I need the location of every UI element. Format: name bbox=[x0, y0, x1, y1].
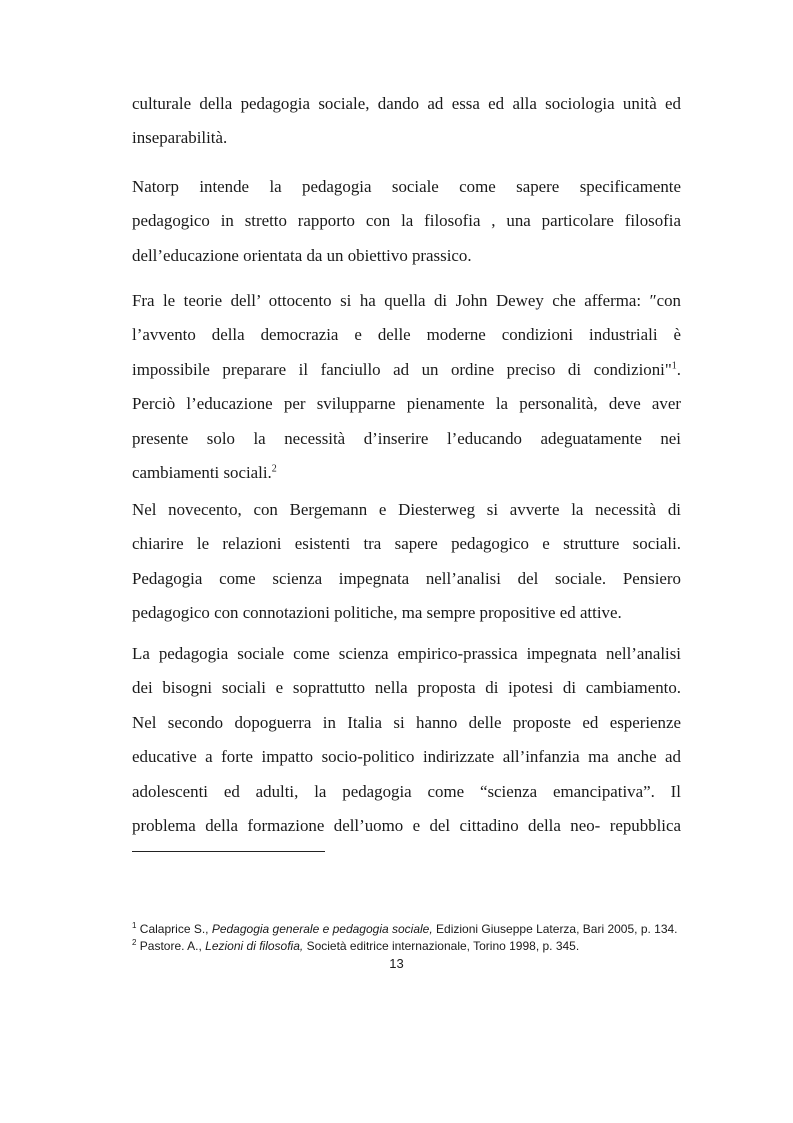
paragraph-3 bbox=[132, 284, 681, 490]
text-line: Perciò l’educazione per svilupparne pienamente la personalità, deve aver bbox=[132, 394, 681, 414]
text-segment: . bbox=[676, 359, 681, 379]
text-line: presente solo la necessità d’inserire l’educando adeguatamente nei bbox=[132, 428, 681, 448]
footnote-ref-1: 1 bbox=[671, 360, 677, 372]
text-line: dell’educazione orientata da un obiettivo prassico. bbox=[132, 245, 472, 265]
text-segment: impossibile preparare il fanciullo ad un ordine preciso di condizioni" bbox=[132, 359, 672, 379]
footnote-number: 2 bbox=[132, 938, 137, 947]
footnote-title: Pedagogia generale e pedagogia sociale, bbox=[211, 922, 433, 936]
text-line: problema della formazione dell’uomo e del cittadino della neo- repubblica bbox=[132, 815, 681, 835]
text-line-with-footnote-ref bbox=[132, 456, 681, 490]
text-line: dei bisogni sociali e soprattutto nella proposta di ipotesi di cambiamento. bbox=[132, 678, 681, 698]
footnote-publication: Società editrice internazionale, Torino 1998, p. 345. bbox=[303, 939, 580, 953]
text-line: Natorp intende la pedagogia sociale come sapere specificamente bbox=[132, 177, 681, 196]
footnote-number: 1 bbox=[132, 921, 137, 930]
footnote-separator bbox=[132, 851, 325, 852]
footnote-2 bbox=[132, 938, 692, 955]
text-line: chiarire le relazioni esistenti tra sapere pedagogico e strutture sociali. bbox=[132, 534, 681, 554]
footnote-author: Calaprice S., bbox=[139, 922, 212, 936]
text-line: inseparabilità. bbox=[132, 128, 228, 148]
text-line-with-footnote-ref bbox=[132, 353, 681, 387]
footnote-author: Pastore. A., bbox=[139, 939, 206, 953]
footnote-title: Lezioni di filosofia, bbox=[205, 939, 304, 953]
paragraph-5 bbox=[132, 637, 681, 843]
text-line: Pedagogia come scienza impegnata nell’analisi del sociale. Pensiero bbox=[132, 568, 681, 588]
text-line: l’avvento della democrazia e delle moderne condizioni industriali è bbox=[132, 325, 681, 345]
footnote-publication: Edizioni Giuseppe Laterza, Bari 2005, p. 134. bbox=[432, 922, 678, 936]
text-line: pedagogico in stretto rapporto con la filosofia , una particolare filosofia bbox=[132, 211, 681, 231]
footnote-ref-2: 2 bbox=[271, 463, 277, 475]
text-line: pedagogico con connotazioni politiche, ma sempre propositive ed attive. bbox=[132, 603, 622, 623]
text-line: culturale della pedagogia sociale, dando ad essa ed alla sociologia unità ed bbox=[132, 94, 681, 113]
text-line: educative a forte impatto socio-politico indirizzate all’infanzia ma anche ad bbox=[132, 747, 681, 767]
text-line: adolescenti ed adulti, la pedagogia come “scienza emancipativa”. Il bbox=[132, 781, 681, 801]
paragraph-4 bbox=[132, 493, 681, 631]
footnote-1 bbox=[132, 921, 692, 938]
page-number: 13 bbox=[389, 956, 404, 971]
text-line: La pedagogia sociale come scienza empirico-prassica impegnata nell’analisi bbox=[132, 644, 681, 663]
paragraph-1 bbox=[132, 87, 681, 156]
footnotes bbox=[132, 921, 692, 955]
text-segment: cambiamenti sociali. bbox=[132, 462, 272, 482]
text-line: Nel novecento, con Bergemann e Diesterweg si avverte la necessità di bbox=[132, 500, 681, 519]
text-line: Fra le teorie dell’ ottocento si ha quella di John Dewey che afferma: ″con bbox=[132, 291, 681, 310]
paragraph-2 bbox=[132, 170, 681, 273]
text-line: Nel secondo dopoguerra in Italia si hanno delle proposte ed esperienze bbox=[132, 712, 681, 732]
